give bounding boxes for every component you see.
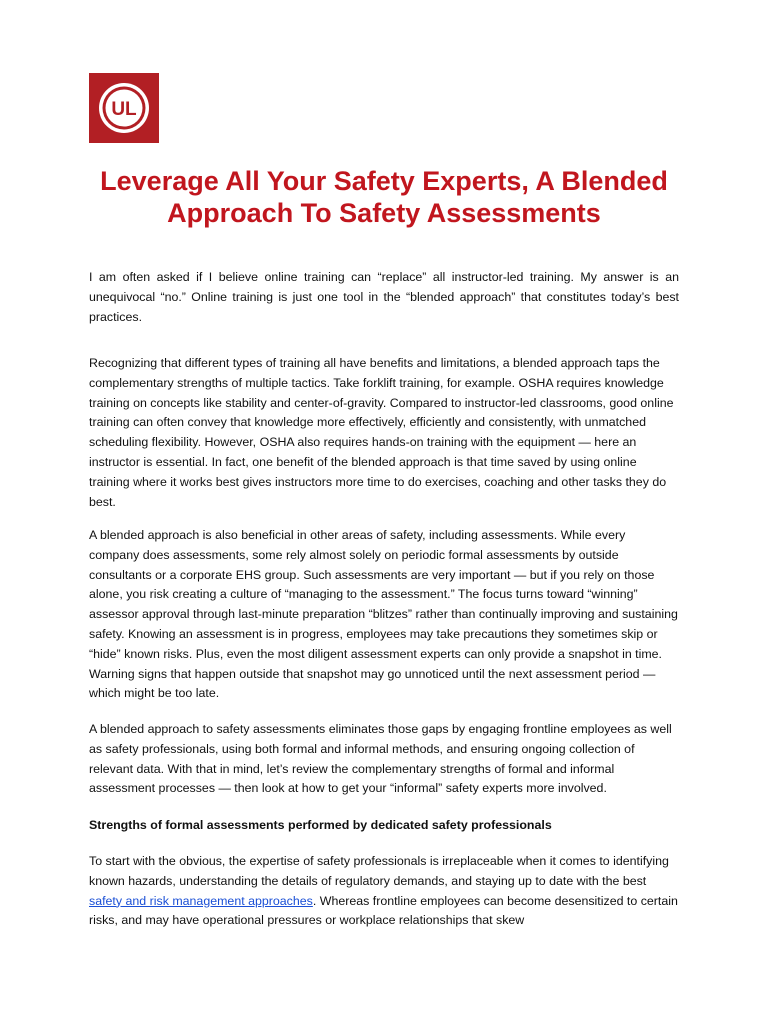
paragraph-assessments: A blended approach is also beneficial in other areas of safety, including assessments. While every company does assessments, some rely almost solely on periodic formal assessments by outside consultants or a corporate EHS group. Such assessments are very important — but if you rely on those alone, you risk creating a culture of “managing to the assessment.” The focus turns toward “winning” assessor approval through last-minute preparation “blitzes” rather than continually improving and sustaining safety. Knowing an assessment is in progress, employees may take precautions they sometimes skip or “hide” known risks. Plus, even the most diligent assessment experts can only provide a snapshot in time. Warning signs that happen outside that snapshot may go unnoticed until the next assessment period — which might be too late.: [89, 528, 678, 701]
paragraph-text-before-link: To start with the obvious, the expertise of safety professionals is irreplaceable when it comes to identifying known hazards, understanding the details of regulatory demands, and staying up to date with the best: [89, 854, 669, 888]
paragraph-intro: I am often asked if I believe online training can “replace” all instructor-led training. My answer is an unequivocal “no.” Online training is just one tool in the “blended approach” that constitutes today’s best practices.: [89, 270, 679, 324]
paragraph-text-after-link: . Whereas frontline employees can become desensitized to certain risks, and may have operational pressures or workplace relationships that skew: [89, 893, 678, 928]
paragraph-eliminates-gaps: A blended approach to safety assessments eliminates those gaps by engaging frontline employees as well as safety professionals, using both formal and informal methods, and ensuring ongoing collection of relevant data. With that in mind, let’s review the complementary strengths of formal and informal assessment processes — then look at how to get your “informal” safety experts more involved.: [89, 722, 672, 796]
ul-logo-text: UL: [111, 99, 137, 120]
document-title: Leverage All Your Safety Experts, A Blended Approach To Safety Assessments: [100, 166, 668, 228]
ul-logo: [89, 73, 159, 143]
paragraph-formal-strengths: [89, 852, 679, 931]
safety-risk-management-link[interactable]: safety and risk management approaches: [89, 893, 313, 908]
section-subheading: Strengths of formal assessments performed by dedicated safety professionals: [89, 818, 552, 832]
paragraph-blended-training: Recognizing that different types of training all have benefits and limitations, a blended approach taps the complementary strengths of multiple tactics. Take forklift training, for example. OSHA requires knowledge training on concepts like stability and center-of-gravity. Compared to instructor-led classrooms, good online training can often convey that knowledge more effectively, efficiently and consistently, with unmatched scheduling flexibility. However, OSHA also requires hands-on training with the equipment — here an instructor is essential. In fact, one benefit of the blended approach is that time saved by using online training where it works best gives instructors more time to do exercises, coaching and other tasks they do best.: [89, 356, 674, 509]
ul-logo-mark: [89, 73, 159, 143]
